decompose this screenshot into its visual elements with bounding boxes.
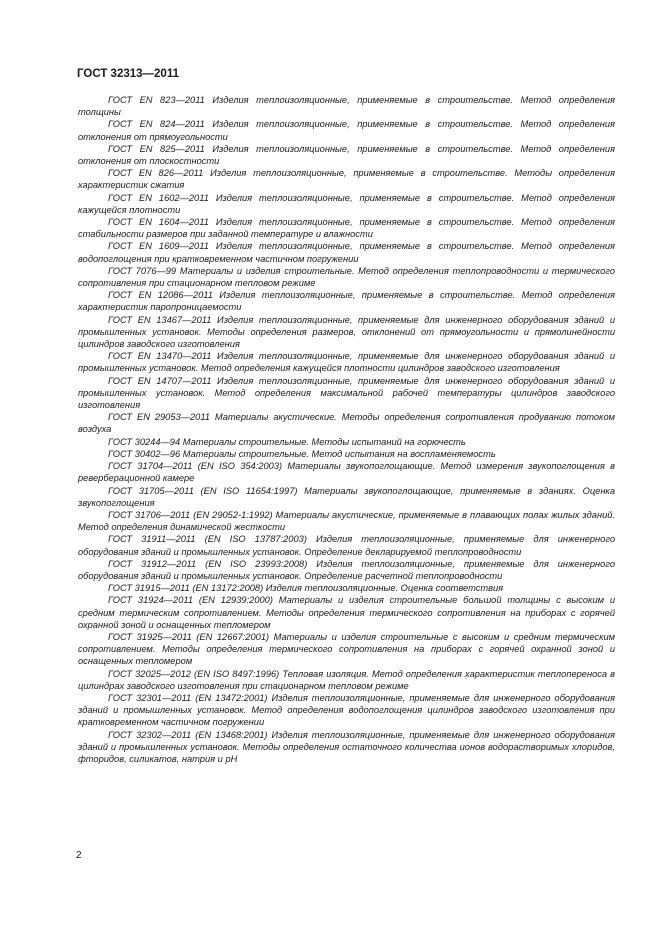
reference-entry: ГОСТ 31925—2011 (EN 12667:2001) Материалы и изделия строительные с высоким и средним термическим сопротивлением. Методы определения термического сопротивления на приборах с горячей охранной зоной и оснащенных тепломером xyxy=(78,631,615,667)
reference-entry: ГОСТ EN 1604—2011 Изделия теплоизоляционные, применяемые в строительстве. Метод определения стабильности размеров при заданной температуре и влажности xyxy=(78,217,615,240)
reference-entry: ГОСТ 7076—99 Материалы и изделия строительные. Метод определения теплопроводности и термического сопротивления при стационарном тепловом режиме xyxy=(78,265,615,289)
reference-entry: ГОСТ EN 13467—2011 Изделия теплоизоляционные, применяемые для инженерного оборудования зданий и промышленных установок. Методы определения размеров, отклонений от прямоугольности и прямолинейности цилиндров заводского изготовления xyxy=(78,314,615,350)
reference-entry: ГОСТ EN 1609—2011 Изделия теплоизоляционные, применяемые в строительстве. Метод определения водопоглощения при кратковременном частичном погружении xyxy=(78,241,615,264)
reference-entry: ГОСТ EN 824—2011 Изделия теплоизоляционные, применяемые в строительстве. Метод определения отклонения от прямоугольности xyxy=(78,119,615,142)
reference-entry: ГОСТ EN 29053—2011 Материалы акустические. Методы определения сопротивления продуванию потоком воздуха xyxy=(78,412,615,435)
reference-entry: ГОСТ 31915—2011 (EN 13172:2008) Изделия теплоизоляционные. Оценка соответствия xyxy=(108,583,504,594)
reference-entry: ГОСТ 32302—2011 (EN 13468:2001) Изделия теплоизоляционные, применяемые для инженерного оборудования зданий и промышленных установок. Методы определения остаточного количества ионов водорастворимых хлоридов, фторидов, силикатов, натрия и pH xyxy=(78,729,615,764)
reference-entry: ГОСТ EN 12086—2011 Изделия теплоизоляционные, применяемые в строительстве. Метод определения характеристик паропроницаемости xyxy=(78,290,615,313)
reference-entry: ГОСТ EN 826—2011 Изделия теплоизоляционные, применяемые в строительстве. Методы определения характеристик сжатия xyxy=(78,168,615,191)
reference-entry: ГОСТ 31924—2011 (EN 12939:2000) Материалы и изделия строительные большой толщины с высоким и средним термическим сопротивлением. Методы определения термического сопротивления на приборах с горячей охранной зоной и оснащенных тепломером xyxy=(78,595,615,630)
page-number: 2 xyxy=(76,850,82,861)
reference-entry: ГОСТ 32025—2012 (EN ISO 8497:1996) Тепловая изоляция. Метод определения характеристик теплопереноса в цилиндрах заводского изготовления при стационарном тепловом режиме xyxy=(78,668,615,691)
reference-entry: ГОСТ 30244—94 Материалы строительные. Методы испытаний на горючесть xyxy=(108,436,466,447)
reference-entry: ГОСТ EN 823—2011 Изделия теплоизоляционные, применяемые в строительстве. Метод определения толщины xyxy=(78,95,615,118)
reference-entry: ГОСТ 31704—2011 (EN ISO 354:2003) Материалы звукопоглощающие. Метод измерения звукопоглощения в реверберационной камере xyxy=(78,461,615,484)
document-header: ГОСТ 32313—2011 xyxy=(77,68,179,80)
reference-entry: ГОСТ 31706—2011 (EN 29052-1:1992) Материалы акустические, применяемые в плавающих полах жилых зданий. Метод определения динамической жесткости xyxy=(78,509,615,533)
reference-entry: ГОСТ 32301—2011 (EN 13472:2001) Изделия теплоизоляционные, применяемые для инженерного оборудования зданий и промышленных установок. Метод определения водопоглощения цилиндров заводского изготовления при кратковременном частичном погружении xyxy=(78,692,615,728)
reference-entry: ГОСТ 31705—2011 (EN ISO 11654:1997) Материалы звукопоглощающие, применяемые в зданиях. Оценка звукопоглощения xyxy=(78,485,615,508)
reference-entry: ГОСТ 31912—2011 (EN ISO 23993:2008) Изделия теплоизоляционные, применяемые для инженерного оборудования зданий и промышленных установок. Определение расчетной теплопроводности xyxy=(78,558,615,581)
reference-entry: ГОСТ EN 13470—2011 Изделия теплоизоляционные, применяемые для инженерного оборудования зданий и промышленных установок. Метод определения кажущейся плотности цилиндров заводского изготовления xyxy=(78,351,615,374)
reference-entry: ГОСТ 30402—96 Материалы строительные. Метод испытания на воспламеняемость xyxy=(108,448,496,459)
reference-entry: ГОСТ EN 825—2011 Изделия теплоизоляционные, применяемые в строительстве. Метод определения отклонения от плоскостности xyxy=(78,143,615,167)
reference-entry: ГОСТ 31911—2011 (EN ISO 13787:2003) Изделия теплоизоляционные, применяемые для инженерного оборудования зданий и промышленных установок. Определение декларируемой теплопроводности xyxy=(78,534,615,557)
reference-entry: ГОСТ EN 1602—2011 Изделия теплоизоляционные, применяемые в строительстве. Метод определения кажущейся плотности xyxy=(78,192,615,215)
normative-references-list xyxy=(78,94,615,765)
reference-entry: ГОСТ EN 14707—2011 Изделия теплоизоляционные, применяемые для инженерного оборудования зданий и промышленных установок. Метод определения максимальной рабочей температуры цилиндров заводского изготовления xyxy=(78,375,615,411)
